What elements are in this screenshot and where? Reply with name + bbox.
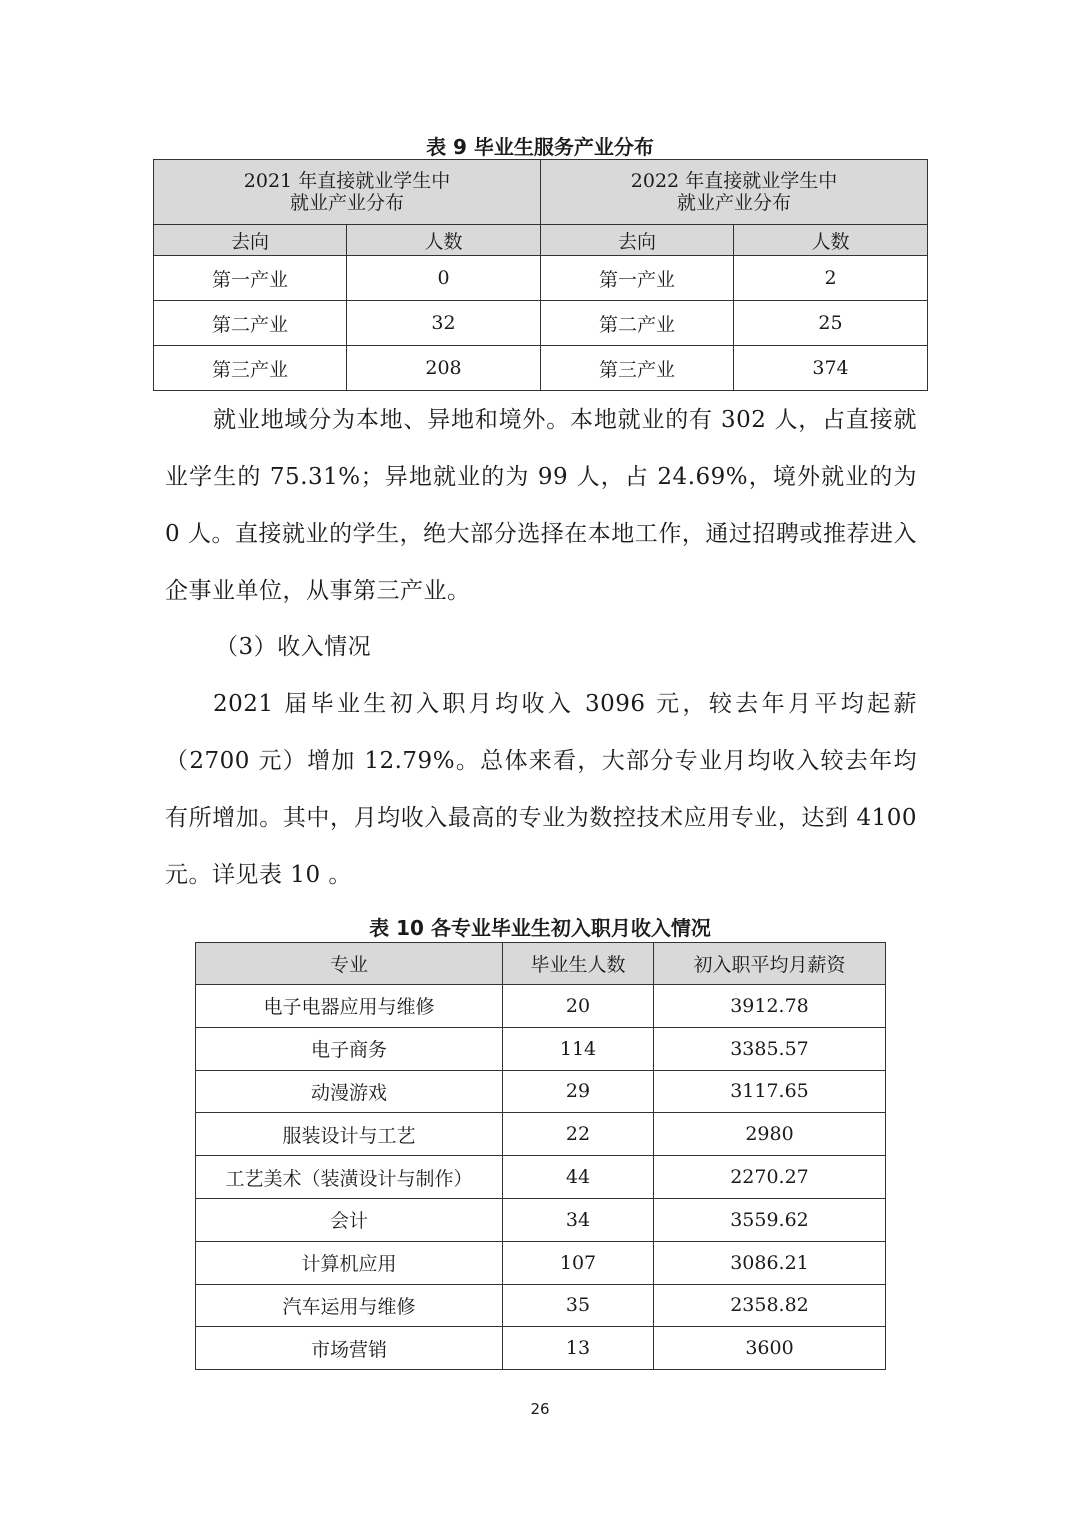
industry-distribution-table bbox=[153, 159, 928, 391]
group-header-2021-line2: 就业产业分布 bbox=[289, 192, 404, 214]
employment-region-paragraph: 就业地域分为本地、异地和境外。本地就业的有 302 人，占直接就业学生的 75.31%；异地就业的为 99 人，占 24.69%，境外就业的为 0 人。直接就业的学生，绝大部分选择在本地工作，通过招聘或推荐进入企事业单位，从事第三产业。 bbox=[165, 407, 917, 604]
table-row bbox=[196, 1284, 886, 1327]
table-row bbox=[196, 1113, 886, 1156]
graduates-cell: 35 bbox=[503, 1284, 654, 1327]
graduates-cell: 34 bbox=[503, 1198, 654, 1241]
salary-cell: 3385.57 bbox=[654, 1027, 886, 1070]
graduates-cell: 20 bbox=[503, 985, 654, 1028]
table-row bbox=[154, 301, 928, 346]
col-count-2021: 人数 bbox=[347, 225, 541, 256]
salary-cell: 3912.78 bbox=[654, 985, 886, 1028]
graduates-cell: 44 bbox=[503, 1156, 654, 1199]
salary-cell: 3559.62 bbox=[654, 1198, 886, 1241]
graduates-cell: 22 bbox=[503, 1113, 654, 1156]
major-cell: 市场营销 bbox=[196, 1327, 503, 1370]
direction-2021: 第二产业 bbox=[154, 301, 347, 346]
major-cell: 会计 bbox=[196, 1198, 503, 1241]
group-header-2022-line2: 就业产业分布 bbox=[676, 192, 791, 214]
graduates-cell: 13 bbox=[503, 1327, 654, 1370]
major-cell: 动漫游戏 bbox=[196, 1070, 503, 1113]
direction-2022: 第二产业 bbox=[541, 301, 734, 346]
salary-cell: 2270.27 bbox=[654, 1156, 886, 1199]
direction-2022: 第一产业 bbox=[541, 256, 734, 301]
group-header-2021-line1: 2021 年直接就业学生中 bbox=[243, 170, 451, 192]
col-direction-2022: 去向 bbox=[541, 225, 734, 256]
graduates-cell: 107 bbox=[503, 1241, 654, 1284]
major-cell: 工艺美术（装潢设计与制作） bbox=[196, 1156, 503, 1199]
direction-2022: 第三产业 bbox=[541, 346, 734, 391]
table-row bbox=[154, 256, 928, 301]
count-2021: 208 bbox=[347, 346, 541, 391]
table-10-caption: 表 10 各专业毕业生初入职月收入情况 bbox=[369, 916, 711, 940]
salary-cell: 2358.82 bbox=[654, 1284, 886, 1327]
salary-cell: 2980 bbox=[654, 1113, 886, 1156]
major-cell: 服装设计与工艺 bbox=[196, 1113, 503, 1156]
table-row bbox=[196, 1070, 886, 1113]
major-cell: 电子电器应用与维修 bbox=[196, 985, 503, 1028]
col-graduates: 毕业生人数 bbox=[503, 943, 654, 985]
count-2021: 32 bbox=[347, 301, 541, 346]
major-cell: 电子商务 bbox=[196, 1027, 503, 1070]
graduates-cell: 29 bbox=[503, 1070, 654, 1113]
table-row bbox=[154, 346, 928, 391]
col-count-2022: 人数 bbox=[734, 225, 928, 256]
group-header-2022-line1: 2022 年直接就业学生中 bbox=[630, 170, 838, 192]
direction-2021: 第三产业 bbox=[154, 346, 347, 391]
group-header-2022 bbox=[541, 160, 928, 225]
group-header-2021 bbox=[154, 160, 541, 225]
table-row bbox=[196, 1198, 886, 1241]
table-row bbox=[196, 1156, 886, 1199]
col-salary: 初入职平均月薪资 bbox=[654, 943, 886, 985]
salary-cell: 3600 bbox=[654, 1327, 886, 1370]
count-2022: 374 bbox=[734, 346, 928, 391]
direction-2021: 第一产业 bbox=[154, 256, 347, 301]
table-row bbox=[196, 1241, 886, 1284]
count-2022: 25 bbox=[734, 301, 928, 346]
count-2022: 2 bbox=[734, 256, 928, 301]
table-row bbox=[196, 985, 886, 1028]
salary-cell: 3086.21 bbox=[654, 1241, 886, 1284]
count-2021: 0 bbox=[347, 256, 541, 301]
graduates-cell: 114 bbox=[503, 1027, 654, 1070]
major-cell: 汽车运用与维修 bbox=[196, 1284, 503, 1327]
col-direction-2021: 去向 bbox=[154, 225, 347, 256]
salary-by-major-table bbox=[195, 942, 886, 1370]
table-9-caption: 表 9 毕业生服务产业分布 bbox=[426, 135, 654, 159]
income-section-heading: （3）收入情况 bbox=[215, 634, 372, 660]
col-major: 专业 bbox=[196, 943, 503, 985]
table-row bbox=[196, 1027, 886, 1070]
table-row bbox=[196, 1327, 886, 1370]
page-number: 26 bbox=[530, 1400, 550, 1418]
salary-cell: 3117.65 bbox=[654, 1070, 886, 1113]
major-cell: 计算机应用 bbox=[196, 1241, 503, 1284]
income-paragraph: 2021 届毕业生初入职月均收入 3096 元，较去年月平均起薪（2700 元）增加 12.79%。总体来看，大部分专业月均收入较去年均有所增加。其中，月均收入最高的专业为数控技术应用专业，达到 4100 元。详见表 10 。 bbox=[165, 691, 917, 888]
